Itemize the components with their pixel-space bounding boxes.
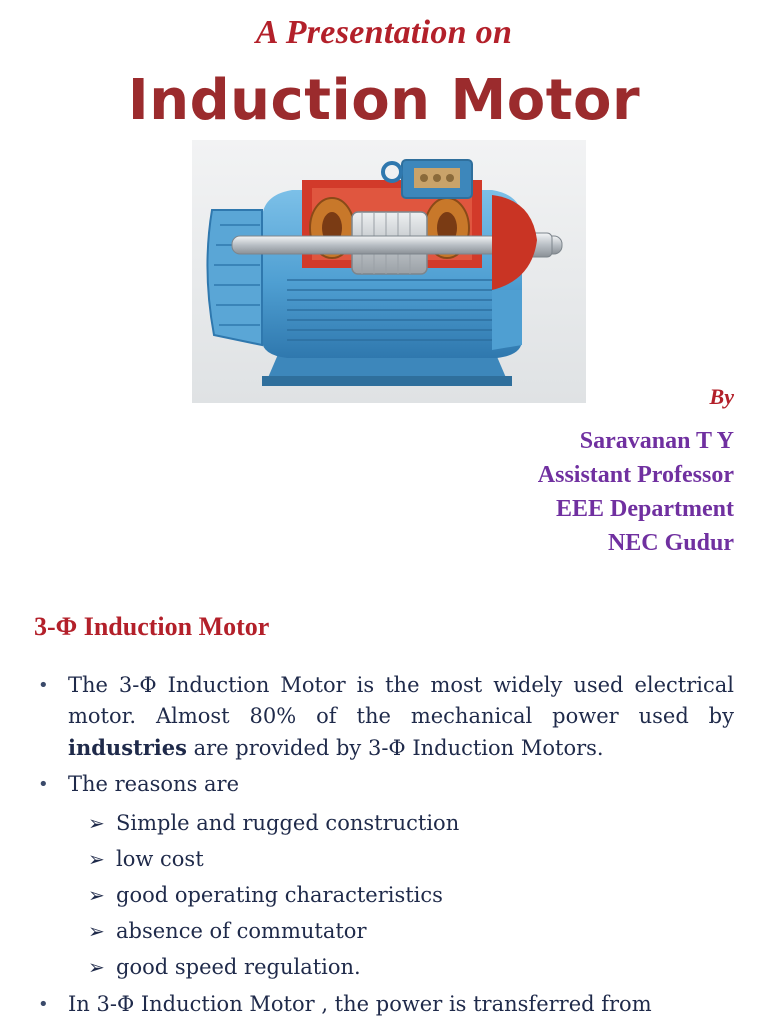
bullet-item bbox=[36, 769, 734, 800]
presentation-title: Induction Motor bbox=[127, 68, 641, 133]
bullet-marker: • bbox=[38, 994, 49, 1015]
author-name: Saravanan T Y bbox=[579, 428, 734, 454]
arrow-bullet-icon: ➢ bbox=[88, 955, 105, 979]
list-item bbox=[36, 805, 734, 841]
by-label: By bbox=[709, 384, 734, 409]
author-designation: Assistant Professor bbox=[537, 462, 734, 488]
bullet-item bbox=[36, 989, 734, 1020]
bullet-text: In 3-Φ Induction Motor , the power is transferred from bbox=[68, 992, 652, 1016]
arrow-bullet-icon: ➢ bbox=[88, 883, 105, 907]
content-slide bbox=[0, 580, 768, 1024]
arrow-bullet-icon: ➢ bbox=[88, 811, 105, 835]
author-institution: NEC Gudur bbox=[607, 530, 734, 556]
bullet-marker: • bbox=[38, 675, 49, 696]
arrow-bullet-icon: ➢ bbox=[88, 847, 105, 871]
arrow-bullet-icon: ➢ bbox=[88, 919, 105, 943]
list-item bbox=[36, 877, 734, 913]
author-department: EEE Department bbox=[556, 496, 734, 522]
bullet-emphasis: industries bbox=[68, 735, 187, 760]
bullet-text: The reasons are bbox=[68, 772, 240, 796]
induction-motor-image bbox=[192, 140, 586, 403]
bullet-text: are provided by 3-Φ Induction Motors. bbox=[186, 736, 604, 760]
bullet-marker: • bbox=[38, 774, 49, 795]
slide-content bbox=[36, 670, 734, 1025]
presentation-subtitle: A Presentation on bbox=[255, 14, 513, 51]
list-item-text: low cost bbox=[116, 847, 204, 871]
list-item-text: good speed regulation. bbox=[116, 955, 361, 979]
section-title: 3-Φ Induction Motor bbox=[34, 612, 270, 641]
list-item bbox=[36, 949, 734, 985]
list-item-text: good operating characteristics bbox=[116, 883, 443, 907]
bullet-item bbox=[36, 670, 734, 764]
list-item bbox=[36, 913, 734, 949]
list-item-text: absence of commutator bbox=[116, 919, 367, 943]
induction-motor-cutaway-icon bbox=[192, 140, 586, 403]
reasons-list bbox=[36, 805, 734, 985]
list-item-text: Simple and rugged construction bbox=[116, 811, 460, 835]
list-item bbox=[36, 841, 734, 877]
author-block bbox=[538, 424, 734, 560]
bullet-text: The 3-Φ Induction Motor is the most widely used electrical motor. Almost 80% of the mechanical power used by bbox=[68, 673, 734, 728]
